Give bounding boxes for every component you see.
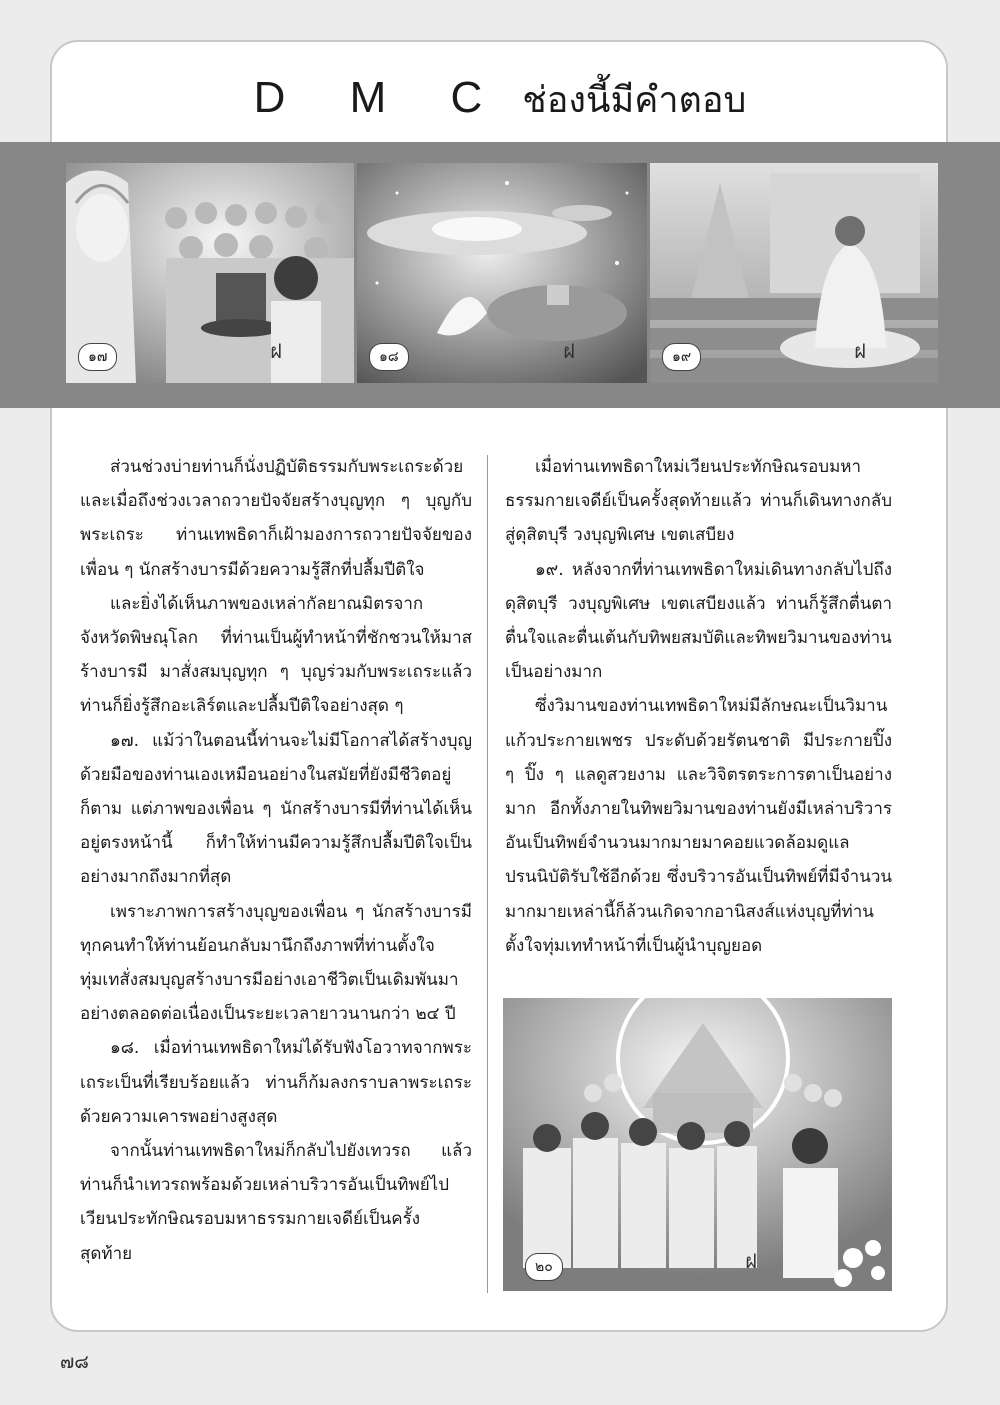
illustration-label-18: ๑๘ bbox=[369, 343, 409, 371]
watermark-logo-icon: ฝ bbox=[854, 339, 866, 363]
paragraph: เมื่อท่านเทพธิดาใหม่เวียนประทักษิณรอบมหาธรรมกายเจดีย์เป็นครั้งสุดท้ายแล้ว ท่านก็เดินทางกลับสู่ดุสิตบุรี วงบุญพิเศษ เขตเสบียง bbox=[505, 457, 892, 546]
illustration-20-image bbox=[503, 998, 892, 1291]
illustration-label-20: ๒๐ bbox=[525, 1253, 563, 1281]
paragraph: ซึ่งวิมานของท่านเทพธิดาใหม่มีลักษณะเป็นวิมานแก้วประกายเพชร ประดับด้วยรัตนชาติ มีประกายปิ๊ง ๆ ปิ๊ง ๆ แลดูสวยงาม และวิจิตรตระการตาเป็นอย่างมาก อีกทั้งภายในทิพยวิมานของท่านยังมีเหล่าบริวารอันเป็นทิพย์จำนวนมากมายมาคอยแวดล้อมดูแลปรนนิบัติรับใช้อีกด้วย ซึ่งบริวารอันเป็นทิพย์ที่มีจำนวนมากมายเหล่านี้ก็ล้วนเกิดจากอานิสงส์แห่งบุญที่ท่านตั้งใจทุ่มเททำหน้าที่เป็นผู้นำบุญยอด bbox=[505, 696, 892, 956]
right-column bbox=[505, 450, 892, 963]
page-title bbox=[0, 70, 1000, 129]
illustration-label-17: ๑๗ bbox=[78, 343, 117, 371]
watermark-logo-icon: ฝ bbox=[270, 339, 282, 363]
title-thai: ช่องนี้มีคำตอบ bbox=[522, 80, 747, 121]
watermark-logo-icon: ฝ bbox=[563, 339, 575, 363]
illustration-18 bbox=[357, 163, 647, 383]
title-latin: D M C bbox=[253, 73, 509, 122]
paragraph: จากนั้นท่านเทพธิดาใหม่ก็กลับไปยังเทวรถ แล้วท่านก็นำเทวรถพร้อมด้วยเหล่าบริวารอันเป็นทิพย์ไปเวียนประทักษิณรอบมหาธรรมกายเจดีย์เป็นครั้งสุดท้าย bbox=[80, 1141, 472, 1264]
illustration-17 bbox=[66, 163, 354, 383]
column-divider bbox=[487, 455, 488, 1293]
paragraph: ๑๙. หลังจากที่ท่านเทพธิดาใหม่เดินทางกลับไปถึงดุสิตบุรี วงบุญพิเศษ เขตเสบียงแล้ว ท่านก็รู้สึกตื่นตาตื่นใจและตื่นเต้นกับทิพยสมบัติและทิพยวิมานของท่านเป็นอย่างมาก bbox=[505, 559, 892, 683]
paragraph: ส่วนช่วงบ่ายท่านก็นั่งปฏิบัติธรรมกับพระเถระด้วย และเมื่อถึงช่วงเวลาถวายปัจจัยสร้างบุญทุก ๆ บุญกับพระเถระ ท่านเทพธิดาก็เฝ้ามองการถวายปัจจัยของเพื่อน ๆ นักสร้างบารมีด้วยความรู้สึกที่ปลื้มปีติใจ bbox=[80, 457, 472, 580]
illustration-20 bbox=[503, 998, 892, 1291]
paragraph: และยิ่งได้เห็นภาพของเหล่ากัลยาณมิตรจากจังหวัดพิษณุโลก ที่ท่านเป็นผู้ทำหน้าที่ชักชวนให้มาสร้างบารมี มาสั่งสมบุญทุก ๆ บุญร่วมกับพระเถระแล้ว ท่านก็ยิ่งรู้สึกอะเลิร์ตและปลื้มปีติใจอย่างสุด ๆ bbox=[80, 593, 472, 717]
illustration-19 bbox=[650, 163, 938, 383]
watermark-logo-icon: ฝ bbox=[745, 1249, 757, 1273]
paragraph: ๑๘. เมื่อท่านเทพธิดาใหม่ได้รับฟังโอวาทจากพระเถระเป็นที่เรียบร้อยแล้ว ท่านก็ก้มลงกราบลาพระเถระด้วยความเคารพอย่างสูงสุด bbox=[80, 1038, 472, 1127]
illustration-label-19: ๑๙ bbox=[662, 343, 701, 371]
page-number: ๗๘ bbox=[60, 1351, 89, 1373]
left-column bbox=[80, 450, 472, 1271]
paragraph: เพราะภาพการสร้างบุญของเพื่อน ๆ นักสร้างบารมีทุกคนทำให้ท่านย้อนกลับมานึกถึงภาพที่ท่านตั้งใจทุ่มเทสั่งสมบุญสร้างบารมีอย่างเอาชีวิตเป็นเดิมพันมาอย่างตลอดต่อเนื่องเป็นระยะเวลายาวนานกว่า ๒๔ ปี bbox=[80, 901, 472, 1025]
paragraph: ๑๗. แม้ว่าในตอนนี้ท่านจะไม่มีโอกาสได้สร้างบุญด้วยมือของท่านเองเหมือนอย่างในสมัยที่ยังมีชีวิตอยู่ก็ตาม แต่ภาพของเพื่อน ๆ นักสร้างบารมีที่ท่านได้เห็นอยู่ตรงหน้านี้ ก็ทำให้ท่านมีความรู้สึกปลื้มปีติใจเป็นอย่างมากถึงมากที่สุด bbox=[80, 730, 472, 888]
